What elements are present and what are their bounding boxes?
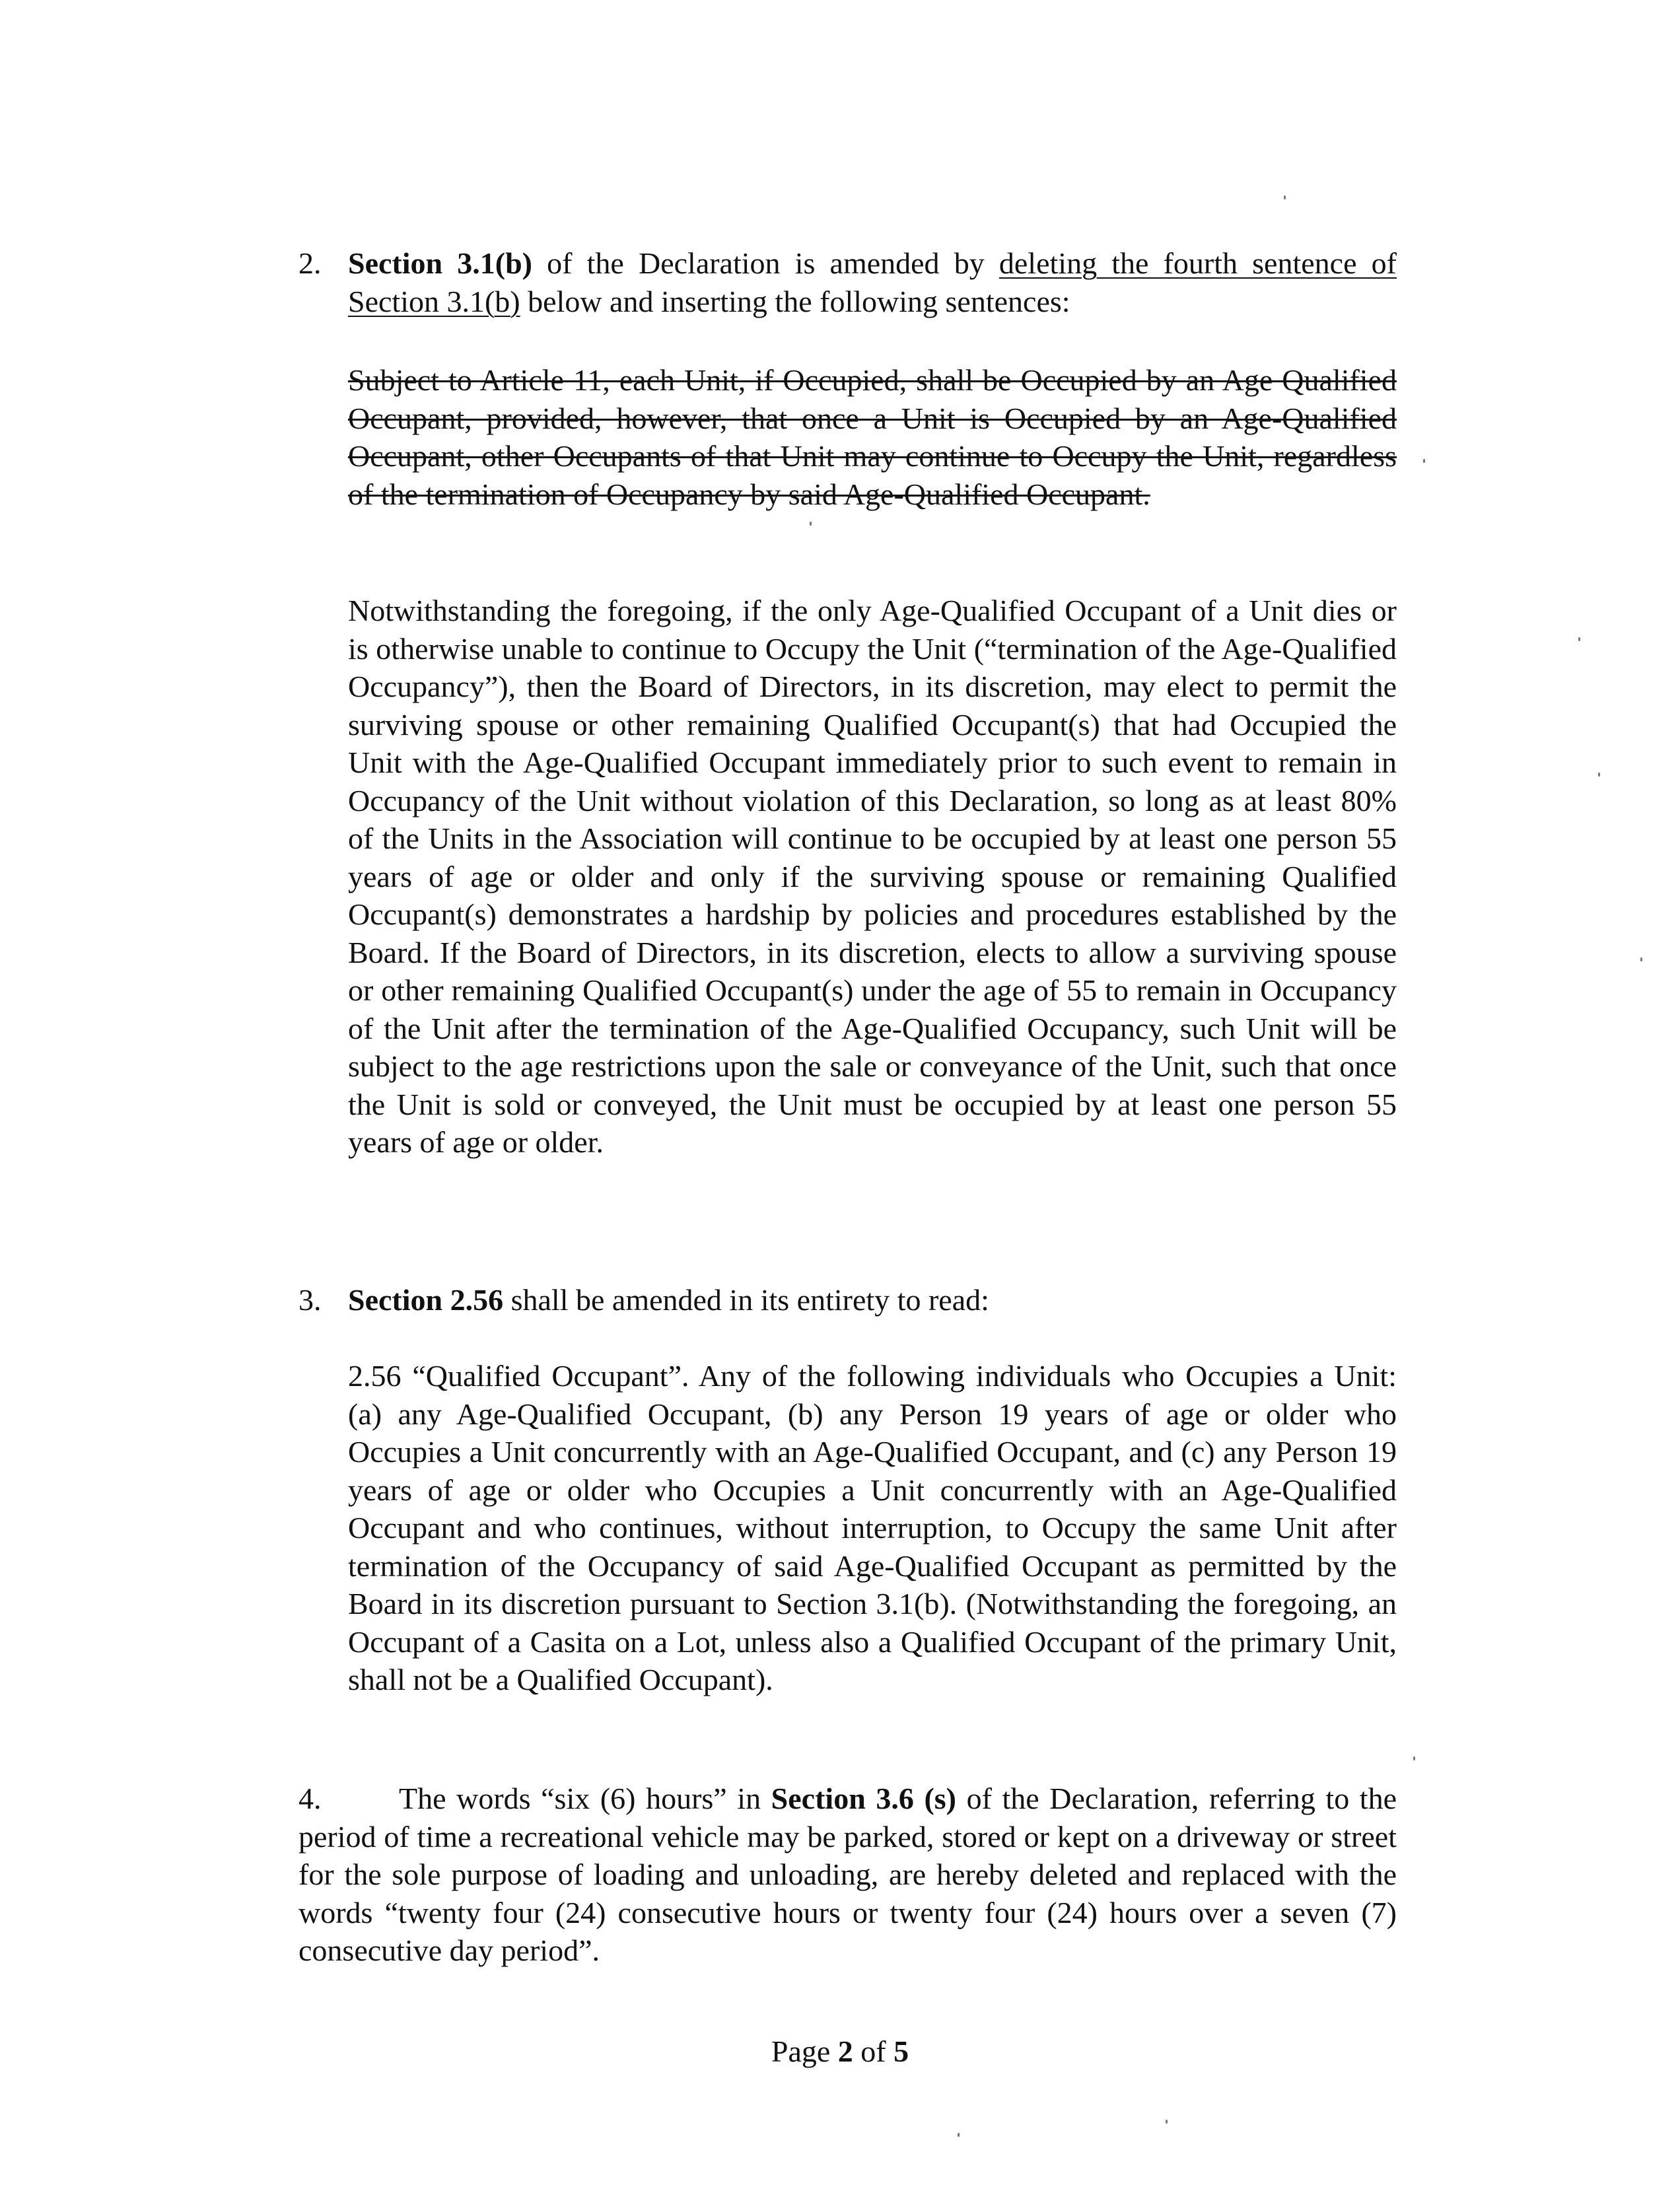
page-current: 2 (837, 2034, 853, 2068)
item-2-text-a: of the Declaration is amended by (532, 246, 999, 280)
item-3-number: 3. (298, 1283, 322, 1317)
page-total: 5 (893, 2034, 909, 2068)
item-2-number: 2. (298, 246, 322, 280)
item-3-section-ref: Section 2.56 (348, 1283, 504, 1317)
item-3-text: shall be amended in its entirety to read: (503, 1283, 989, 1317)
scan-speck (1284, 195, 1286, 199)
scan-speck (810, 522, 812, 526)
qualified-occupant-definition: 2.56 “Qualified Occupant”. Any of the following individuals who Occupies a Unit: (a) any Age-Qualified Occupant, (b) any Person 19 years of age or older who Occupies a Unit concurrently with an Age-Qualified Occupant, and (c) any Person 19 years of age or older who Occupies a Unit concurrently with an Age-Qualified Occupant and who continues, without interruption, to Occupy the same Unit after termination of the Occupancy of said Age-Qualified Occupant as permitted by the Board in its discretion pursuant to Section 3.1(b). (Notwithstanding the foregoing, an Occupant of a Casita on a Lot, unless also a Qualified Occupant of the primary Unit, shall not be a Qualified Occupant). (348, 1359, 1397, 1696)
item-2-text-b: below and inserting the following sentences: (520, 284, 1070, 318)
inserted-paragraph: Notwithstanding the foregoing, if the only Age-Qualified Occupant of a Unit dies or is otherwise unable to continue to Occupy the Unit (“termination of the Age-Qualified Occupancy”), then the Board of Directors, in its discretion, may elect to permit the surviving spouse or other remaining Qualified Occupant(s) that had Occupied the Unit with the Age-Qualified Occupant immediately prior to such event to remain in Occupancy of the Unit without violation of this Declaration, so long as at least 80% of the Units in the Association will continue to be occupied by at least one person 55 years of age or older and only if the surviving spouse or remaining Qualified Occupant(s) demonstrates a hardship by policies and procedures established by the Board. If the Board of Directors, in its discretion, elects to allow a surviving spouse or other remaining Qualified Occupant(s) under the age of 55 to remain in Occupancy of the Unit after the termination of the Age-Qualified Occupancy, such Unit will be subject to the age restrictions upon the sale or conveyance of the Unit, such that once the Unit is sold or conveyed, the Unit must be occupied by at least one person 55 years of age or older. (348, 594, 1397, 1159)
deleted-sentence-text: Subject to Article 11, each Unit, if Occupied, shall be Occupied by an Age Qualified Occupant, provided, however, that once a Unit is Occupied by an Age-Qualified Occupant, other Occupants of that Unit may continue to Occupy the Unit, regardless of the termination of Occupancy by said Age-Qualified Occupant. (348, 363, 1397, 511)
scan-speck (1640, 957, 1642, 961)
item-4-paragraph (298, 1780, 1397, 1970)
item-4-section-ref: Section 3.6 (s) (771, 1782, 956, 1815)
item-2-paragraph (348, 244, 1397, 320)
scan-speck (1423, 459, 1425, 463)
item-4-text-b: of the Declaration, referring to the period of time a recreational vehicle may be parked, stored or kept on a driveway or street for the sole purpose of loading and unloading, are hereby deleted and replaced with the words “twenty four (24) consecutive hours or twenty four (24) hours over a seven (7) consecutive day period”. (298, 1782, 1397, 1967)
scan-speck (1578, 637, 1580, 641)
item-4-number: 4. (298, 1782, 322, 1815)
scan-speck (1598, 773, 1600, 777)
page-of: of (853, 2034, 894, 2068)
item-2-section-ref: Section 3.1(b) (348, 246, 532, 280)
item-2-underlined-phrase: deleting the fourth sentence of Section 3.1(b) (348, 246, 1397, 318)
deleted-sentence (348, 361, 1397, 513)
item-3-paragraph (348, 1281, 1397, 1319)
page-label: Page (771, 2034, 838, 2068)
page-footer (0, 2032, 1680, 2071)
scan-speck (958, 2133, 960, 2137)
scan-speck (1166, 2120, 1168, 2124)
scan-speck (1413, 1756, 1415, 1760)
item-4-text-a: The words “six (6) hours” in (399, 1782, 771, 1815)
